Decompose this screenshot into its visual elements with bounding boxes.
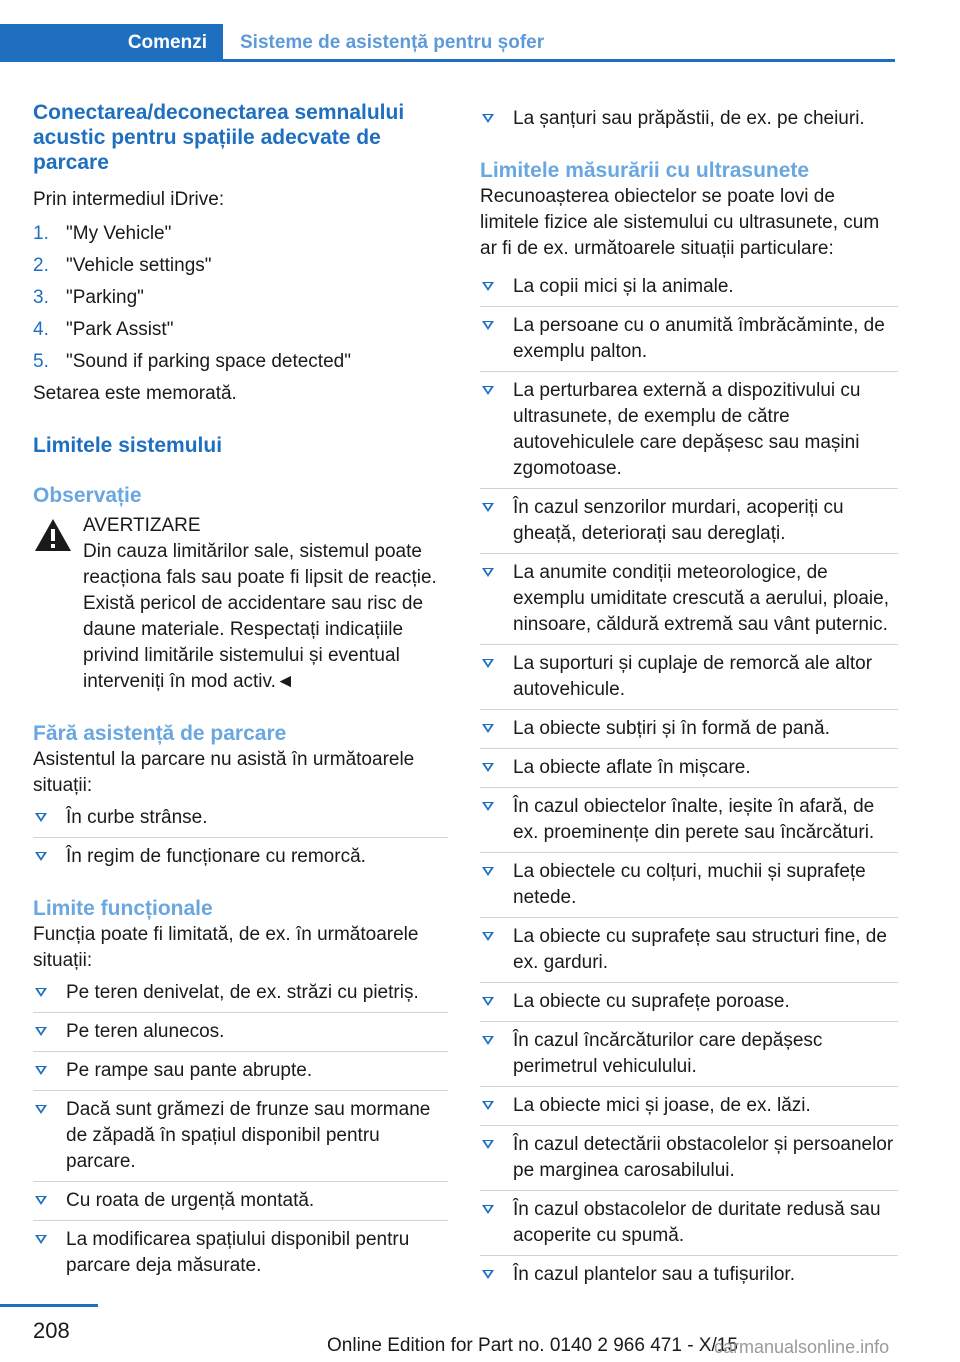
triangle-bullet-icon [482,1140,494,1149]
page-number: 208 [33,1318,70,1343]
list-item-text: La anumite condiții meteorologice, de exemplu umiditate crescută a aerului, ploaie, ninsoare, căldură extremă sau vânt puternic. [513,562,889,635]
list-item-text: Pe teren denivelat, de ex. străzi cu pietriș. [66,982,419,1003]
list-item [480,100,898,138]
warning-block [33,513,448,695]
triangle-bullet-icon [482,282,494,291]
triangle-bullet-icon [482,321,494,330]
triangle-bullet-icon [482,114,494,123]
step-number: 5. [33,351,49,372]
list-item [33,1090,448,1181]
triangle-bullet-icon [35,988,47,997]
warning-title: AVERTIZARE [83,515,201,536]
list-item-text: La obiecte mici și joase, de ex. lăzi. [513,1095,811,1116]
list-item [480,268,898,306]
list-item-text: La obiecte cu suprafețe poroase. [513,991,790,1012]
step-text: "Parking" [66,287,144,308]
list-item-text: Cu roata de urgență montată. [66,1190,315,1211]
heading-no-assist: Fără asistență de parcare [33,722,287,745]
intro-text: Prin intermediul iDrive: [33,189,225,210]
list-item [480,852,898,917]
step-item [33,253,448,279]
list-item-text: În cazul obiectelor înalte, ieșite în afară, de ex. proeminențe din perete sau încărcături. [513,796,875,843]
ultrasound-list [480,268,898,1294]
list-item-text: În cazul detectării obstacolelor și persoanelor pe marginea carosabilului. [513,1134,894,1181]
list-item [480,1021,898,1086]
list-item [480,787,898,852]
list-item [480,709,898,748]
step-item [33,221,448,247]
triangle-bullet-icon [35,1235,47,1244]
list-item-text: Dacă sunt grămezi de frunze sau mormane de zăpadă în spațiul disponibil pentru parcare. [66,1099,431,1172]
header-rule [223,59,895,62]
step-text: "Vehicle settings" [66,255,212,276]
list-item [480,1255,898,1294]
list-item [33,1012,448,1051]
triangle-bullet-icon [35,1066,47,1075]
heading-ultrasound-limits: Limitele măsurării cu ultrasunete [480,159,810,182]
heading-system-limits: Limitele sistemului [33,434,223,457]
list-item-text: Pe teren alunecos. [66,1021,225,1042]
triangle-bullet-icon [482,997,494,1006]
triangle-bullet-icon [482,386,494,395]
list-item-text: În curbe strânse. [66,807,208,828]
list-item [480,488,898,553]
watermark: carmanualsonline.info [714,1337,890,1357]
triangle-bullet-icon [35,1196,47,1205]
step-number: 2. [33,255,49,276]
step-item [33,349,448,375]
list-item [480,1190,898,1255]
edition-text: Online Edition for Part no. 0140 2 966 471 - X/15 [327,1335,738,1356]
no-assist-list [33,799,448,876]
list-item-text: La perturbarea externă a dispozitivului cu ultrasunete, de exemplu de către autovehiculele care depășesc sau mașini zgomotoase. [513,380,861,479]
heading-sound-toggle: Conectarea/deconectarea semnalului acustic pentru spațiile adecvate de parcare [33,101,405,174]
list-item [480,1125,898,1190]
triangle-bullet-icon [35,1105,47,1114]
step-number: 3. [33,287,49,308]
triangle-bullet-icon [482,802,494,811]
continued-list [480,100,898,138]
triangle-bullet-icon [482,763,494,772]
heading-functional-limits: Limite funcționale [33,897,213,920]
header-bar [0,24,895,62]
left-column [33,100,448,1285]
warning-triangle-icon [33,517,73,553]
list-item [480,371,898,488]
list-item [33,1051,448,1090]
triangle-bullet-icon [482,1270,494,1279]
triangle-bullet-icon [482,1205,494,1214]
list-item [480,644,898,709]
idrive-steps [33,221,448,375]
list-item-text: La obiectele cu colțuri, muchii și suprafețe netede. [513,861,866,908]
step-text: "Park Assist" [66,319,174,340]
triangle-bullet-icon [482,659,494,668]
list-item [480,553,898,644]
list-item-text: La obiecte cu suprafețe sau structuri fine, de ex. garduri. [513,926,887,973]
ultrasound-text: Recunoașterea obiectelor se poate lovi de limitele fizice ale sistemului cu ultrasunete, cum ar fi de ex. următoarele situații particulare: [480,186,880,259]
list-item-text: La copii mici și la animale. [513,276,734,297]
list-item-text: Pe rampe sau pante abrupte. [66,1060,313,1081]
list-item-text: În regim de funcționare cu remorcă. [66,846,366,867]
list-item-text: La obiecte subțiri și în formă de pană. [513,718,830,739]
triangle-bullet-icon [482,503,494,512]
list-item [33,1220,448,1285]
list-item [480,982,898,1021]
list-item-text: În cazul plantelor sau a tufișurilor. [513,1264,795,1285]
list-item [480,306,898,371]
triangle-bullet-icon [482,1101,494,1110]
list-item [33,1181,448,1220]
list-item [480,917,898,982]
triangle-bullet-icon [482,932,494,941]
list-item [33,837,448,876]
list-item-text: În cazul obstacolelor de duritate redusă sau acoperite cu spumă. [513,1199,881,1246]
list-item [480,748,898,787]
list-item-text: La modificarea spațiului disponibil pentru parcare deja măsurate. [66,1229,410,1276]
step-number: 1. [33,223,49,244]
footer-rule [0,1304,98,1307]
list-item-text: În cazul încărcăturilor care depășesc perimetrul vehiculului. [513,1030,823,1077]
section-tab[interactable]: Sisteme de asistență pentru șofer [240,32,545,53]
heading-note: Observație [33,484,142,507]
step-number: 4. [33,319,49,340]
triangle-bullet-icon [35,813,47,822]
list-item [33,974,448,1012]
step-item [33,285,448,311]
list-item-text: În cazul senzorilor murdari, acoperiți cu gheață, deteriorați sau dereglați. [513,497,844,544]
functional-text: Funcția poate fi limitată, de ex. în următoarele situații: [33,924,419,971]
triangle-bullet-icon [482,568,494,577]
triangle-bullet-icon [35,1027,47,1036]
step-item [33,317,448,343]
list-item [33,799,448,837]
warning-text: Din cauza limitărilor sale, sistemul poate reacționa fals sau poate fi lipsit de reacție. Există pericol de accidentare sau risc de daune materiale. Respectați indicațiile privind limitările sistemului și eventual interveniți în mod activ.◄ [83,541,437,692]
triangle-bullet-icon [482,867,494,876]
triangle-bullet-icon [482,724,494,733]
list-item [480,1086,898,1125]
triangle-bullet-icon [482,1036,494,1045]
right-column [480,100,898,1294]
list-item-text: La persoane cu o anumită îmbrăcăminte, de exemplu palton. [513,315,885,362]
triangle-bullet-icon [35,852,47,861]
step-text: "Sound if parking space detected" [66,351,351,372]
step-text: "My Vehicle" [66,223,172,244]
list-item-text: La suporturi și cuplaje de remorcă ale altor autovehicule. [513,653,873,700]
list-item-text: La șanțuri sau prăpăstii, de ex. pe cheiuri. [513,108,865,129]
list-item-text: La obiecte aflate în mișcare. [513,757,751,778]
saved-text: Setarea este memorată. [33,383,237,404]
no-assist-text: Asistentul la parcare nu asistă în următoarele situații: [33,749,415,796]
functional-list [33,974,448,1285]
chapter-tab[interactable]: Comenzi [0,24,223,62]
